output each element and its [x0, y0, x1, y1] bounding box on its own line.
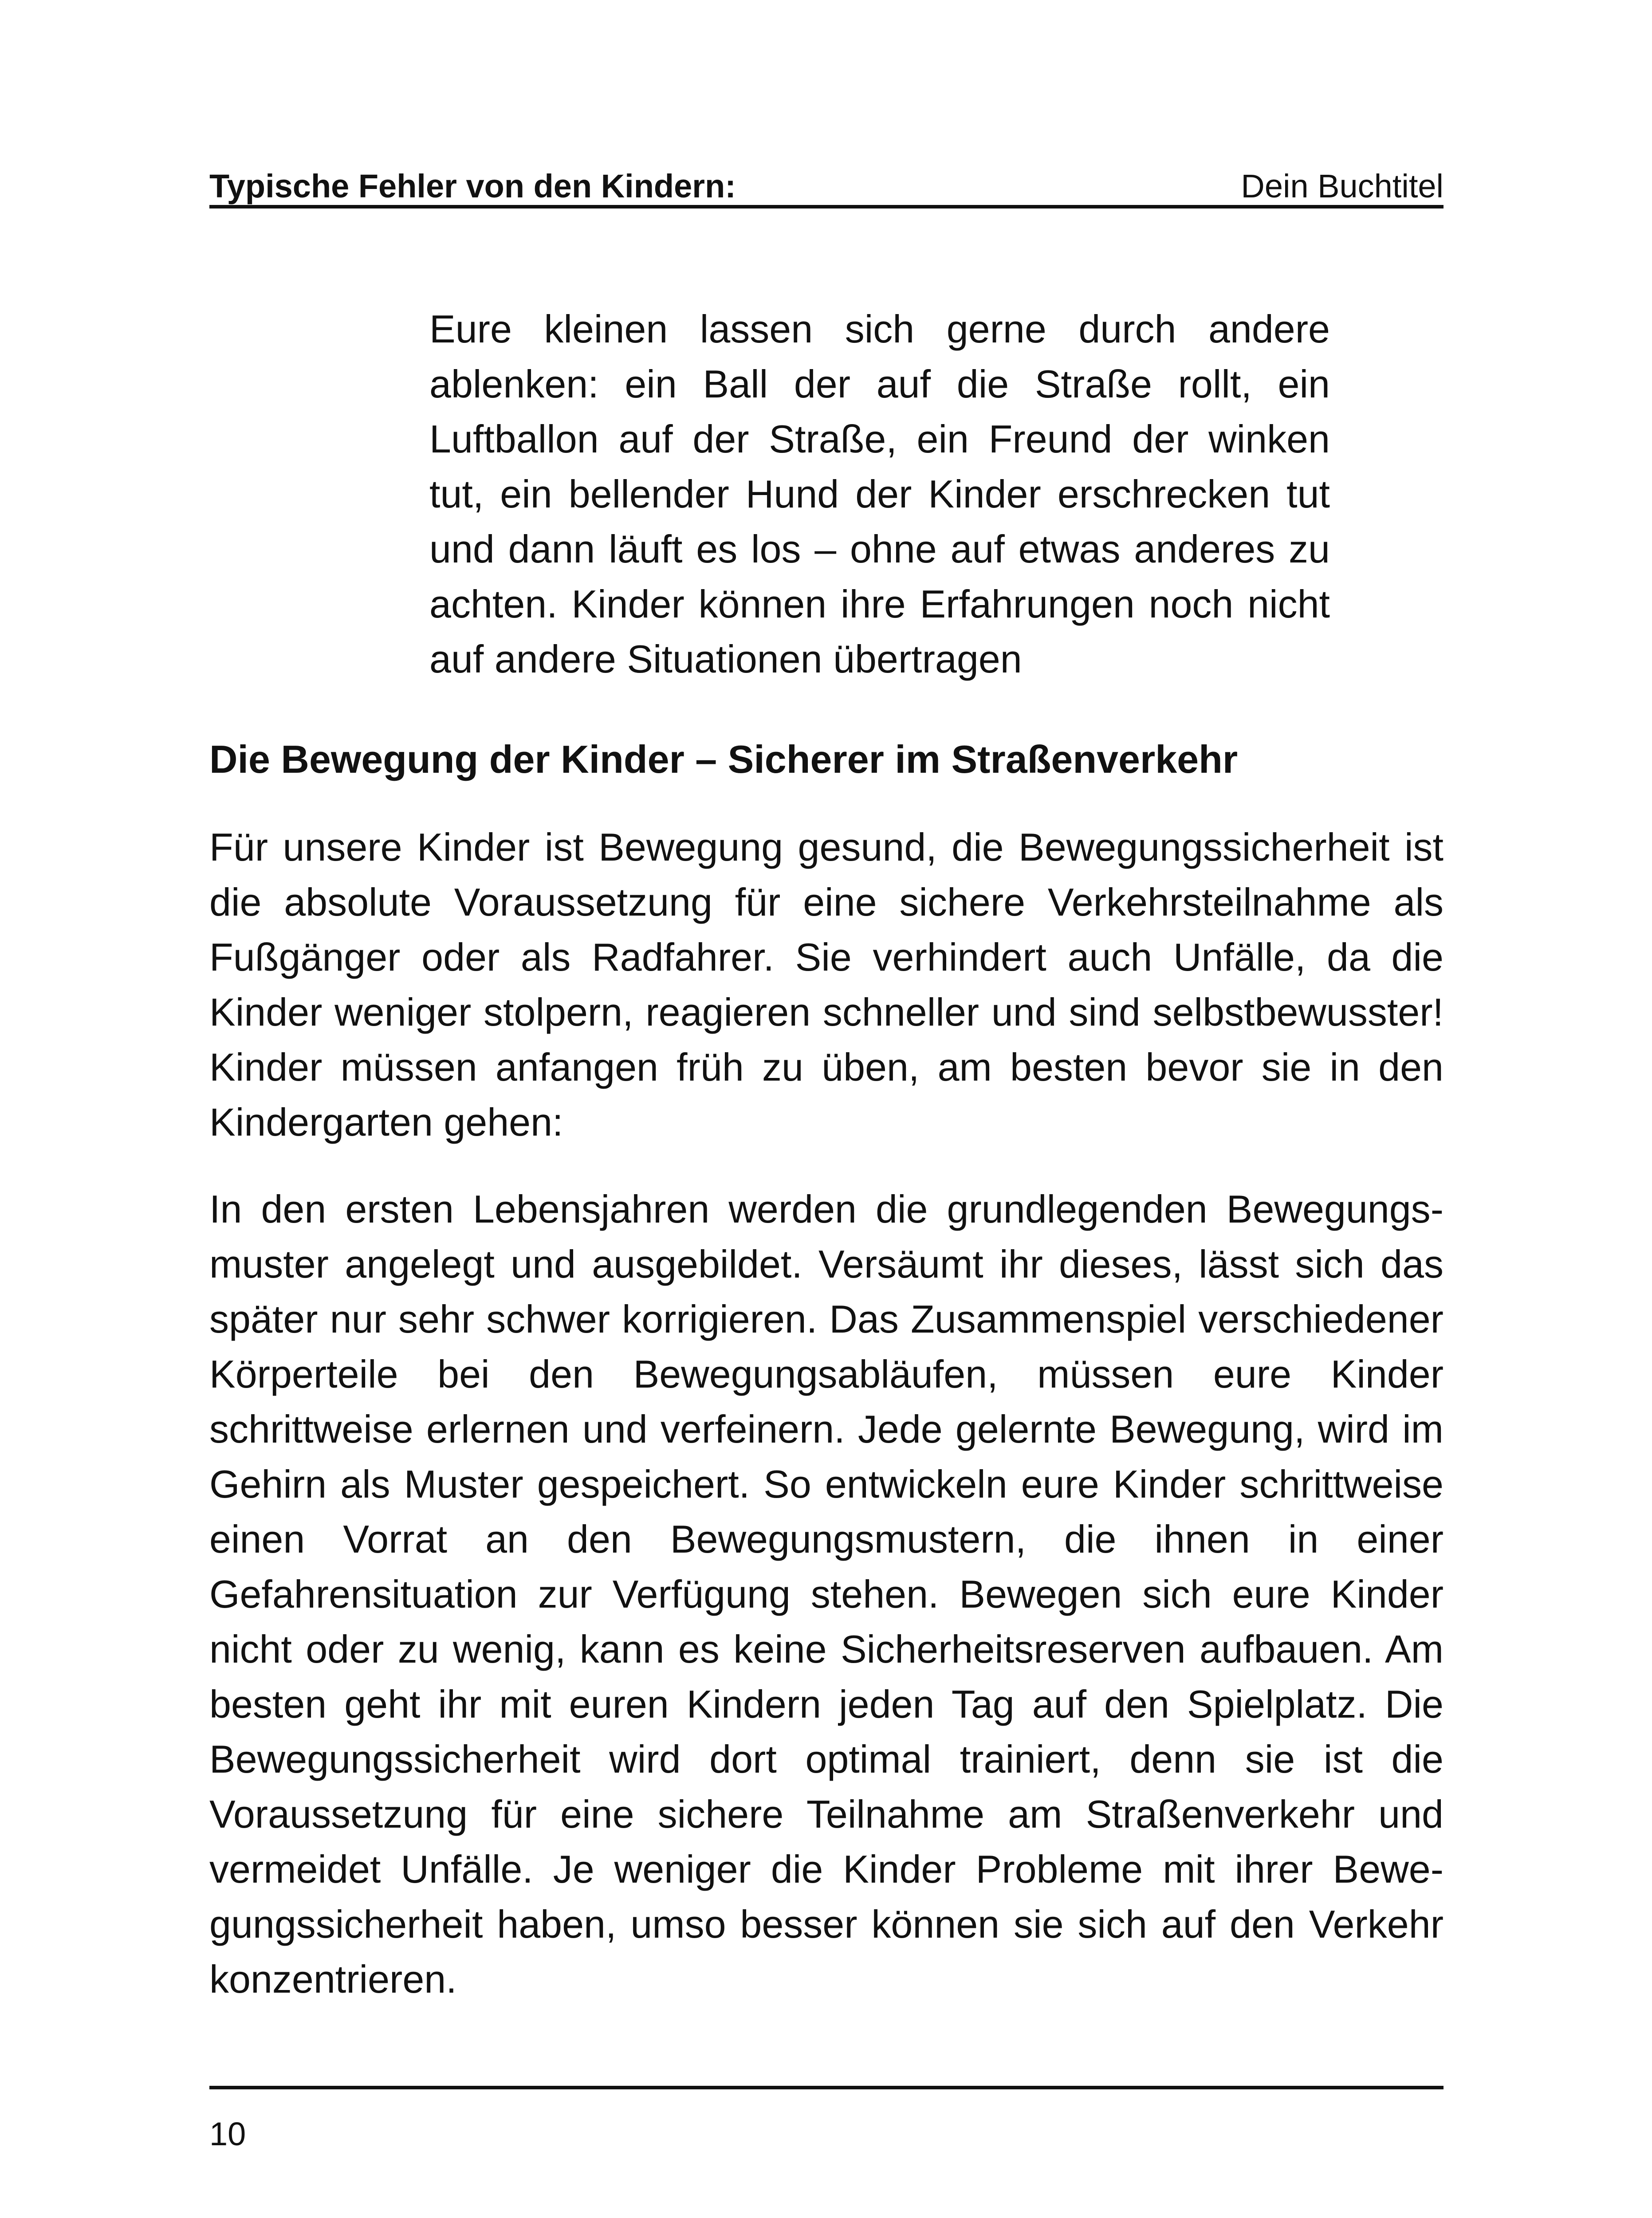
footer-rule	[209, 2086, 1444, 2089]
chapter-title: Typische Fehler von den Kindern:	[209, 167, 736, 204]
indented-quote-paragraph: Eure kleinen lassen sich gerne durch andere ablenken: ein Ball der auf die Straße rollt, ein Luftballon auf der Straße, ein Freund der winken tut, ein bellender Hund der Kinder erschrecken tut und dann läuft es los – ohne auf etwas anderes zu achten. Kinder können ihre Erfahrungen noch nicht auf andere Situationen übertragen	[429, 307, 1330, 681]
body-paragraph-2: In den ersten Lebensjahren werden die grundlegenden Bewegungsmuster angelegt und ausgebildet. Versäumt ihr dieses, lässt sich das später nur sehr schwer korrigieren. Das Zusammenspiel verschiedener Körperteile bei den Bewegungsabläufen, müssen eure Kinder schrittweise erlernen und verfeinern. Jede gelernte Bewegung, wird im Gehirn als Muster gespeichert. So entwickeln eure Kinder schrittweise einen Vorrat an den Bewegungsmustern, die ihnen in einer Gefahrensituation zur Verfügung stehen. Bewegen sich eure Kinder nicht oder zu wenig, kann es keine Sicherheitsreserven aufbauen. Am besten geht ihr mit euren Kindern jeden Tag auf den Spielplatz. Die Bewegungssicherheit wird dort optimal trainiert, denn sie ist die Voraussetzung für eine sichere Teilnahme am Straßenverkehr und vermeidet Unfälle. Je weniger die Kinder Probleme mit ihrer Bewegungssicherheit haben, umso besser können sie sich auf den Verkehr konzentrieren.	[209, 1187, 1444, 2001]
running-header	[209, 151, 1444, 204]
book-title: Dein Buchtitel	[1241, 167, 1444, 204]
header-rule	[209, 205, 1444, 208]
section-heading: Die Bewegung der Kinder – Sicherer im Straßenverkehr	[209, 737, 1238, 781]
page-number: 10	[209, 2116, 246, 2152]
body-paragraph-1: Für unsere Kinder ist Bewegung gesund, die Bewegungssicherheit ist die absolute Voraussetzung für eine sichere Verkehrsteilnahme als Fußgänger oder als Radfahrer. Sie verhindert auch Unfälle, da die Kinder weniger stolpern, reagieren schneller und sind selbstbewusster! Kinder müssen anfangen früh zu üben, am besten bevor sie in den Kindergarten gehen:	[209, 825, 1444, 1144]
